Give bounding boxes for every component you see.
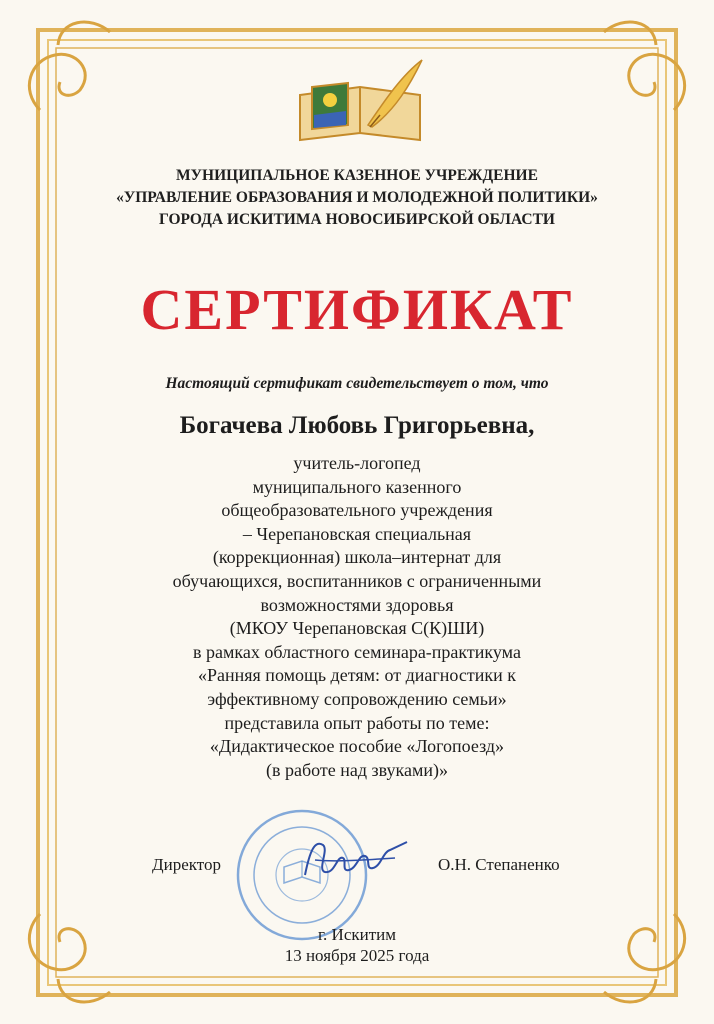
issue-date: 13 ноября 2025 года xyxy=(284,946,430,965)
certificate-title: СЕРТИФИКАТ xyxy=(140,277,574,342)
body-line: обучающихся, воспитанников с ограниченными xyxy=(172,570,542,591)
signatory-name: О.Н. Степаненко xyxy=(438,855,560,874)
org-name-line-2: «УПРАВЛЕНИЕ ОБРАЗОВАНИЯ И МОЛОДЕЖНОЙ ПОЛИТИКИ» xyxy=(116,189,598,206)
signatory-position: Директор xyxy=(152,855,221,874)
body-line: возможностями здоровья xyxy=(260,594,454,615)
body-line: общеобразовательного учреждения xyxy=(221,500,493,521)
body-line: (коррекционная) школа–интернат для xyxy=(212,547,502,568)
body-line: – Черепановская специальная xyxy=(242,523,472,544)
intro-text: Настоящий сертификат свидетельствует о том, что xyxy=(165,375,549,392)
body-line: муниципального казенного xyxy=(252,476,462,497)
org-name-line-1: МУНИЦИПАЛЬНОЕ КАЗЕННОЕ УЧРЕЖДЕНИЕ xyxy=(176,167,538,184)
recipient-name: Богачева Любовь Григорьевна, xyxy=(179,412,535,439)
body-line: «Ранняя помощь детям: от диагностики к xyxy=(197,665,516,686)
body-line: учитель-логопед xyxy=(293,453,421,473)
body-line: представила опыт работы по теме: xyxy=(224,712,490,733)
book-emblem-icon xyxy=(290,55,430,150)
director-signature-icon xyxy=(295,830,415,890)
body-line: (в работе над звуками)» xyxy=(265,759,448,780)
body-line: «Дидактическое пособие «Логопоезд» xyxy=(209,736,505,757)
org-name-line-3: ГОРОДА ИСКИТИМА НОВОСИБИРСКОЙ ОБЛАСТИ xyxy=(159,211,555,228)
body-line: эффективному сопровождению семьи» xyxy=(207,688,507,709)
body-text xyxy=(60,452,654,782)
city: г. Искитим xyxy=(317,925,397,944)
body-line: в рамках областного семинара-практикума xyxy=(193,641,521,662)
body-line: (МКОУ Черепановская С(К)ШИ) xyxy=(229,618,485,639)
